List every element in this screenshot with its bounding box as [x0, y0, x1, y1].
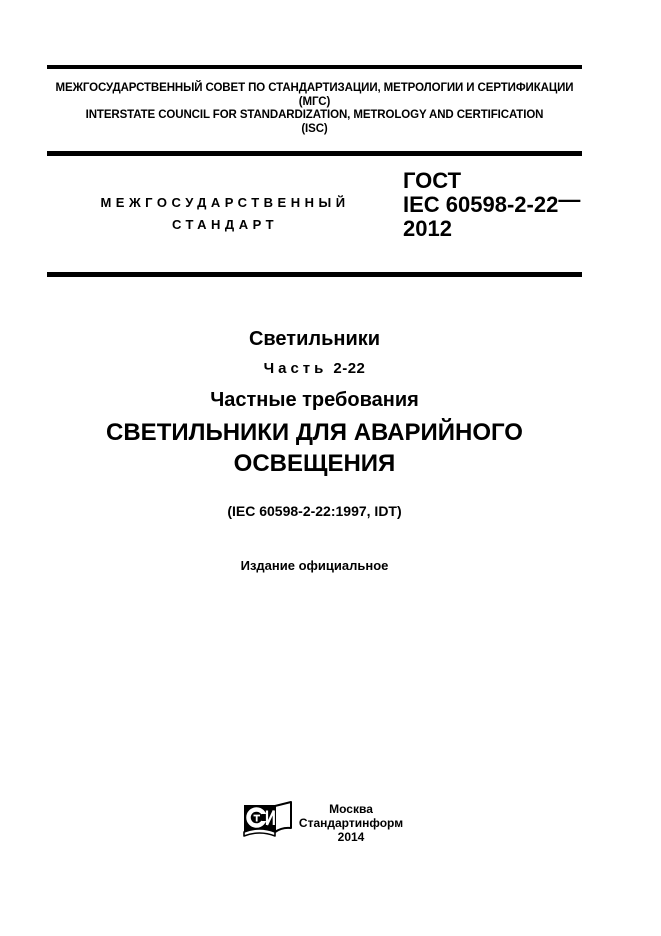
publisher-logo-icon [242, 800, 294, 844]
main-title [47, 417, 582, 479]
standard-code-system: ГОСТ [403, 168, 462, 193]
standard-type-line1: МЕЖГОСУДАРСТВЕННЫЙ [100, 195, 350, 210]
part-title [47, 360, 582, 377]
main-title-line1: СВЕТИЛЬНИКИ ДЛЯ АВАРИЙНОГО [106, 419, 523, 446]
imprint-text [297, 800, 405, 844]
international-identity: (IEC 60598-2-22:1997, IDT) [227, 503, 402, 519]
part-number: 2-22 [333, 360, 366, 377]
edition-note: Издание официальное [240, 558, 389, 573]
imprint-city: Москва [329, 802, 373, 816]
imprint-year: 2014 [337, 830, 365, 844]
standard-type-label [47, 156, 403, 272]
subject-title: Светильники [248, 328, 381, 350]
horizontal-rule-bottom [47, 272, 582, 277]
council-name-ru: МЕЖГОСУДАРСТВЕННЫЙ СОВЕТ ПО СТАНДАРТИЗАЦИИ, МЕТРОЛОГИИ И СЕРТИФИКАЦИИ [55, 82, 574, 94]
council-name-en: INTERSTATE COUNCIL FOR STANDARDIZATION, METROLOGY AND CERTIFICATION [85, 109, 544, 121]
standard-code [403, 156, 582, 272]
standard-code-number [403, 187, 582, 217]
council-abbr-en: (ISC) [301, 122, 328, 135]
designation-band [47, 156, 582, 272]
standard-type-line2: СТАНДАРТ [171, 217, 279, 232]
standard-code-year: 2012 [403, 216, 452, 241]
horizontal-rule-top [47, 65, 582, 69]
imprint-publisher: Стандартинформ [298, 816, 404, 830]
requirements-title: Частные требования [210, 389, 419, 411]
standard-code-number-text: IEC 60598-2-22 [403, 192, 559, 217]
council-abbr-ru: (МГС) [298, 95, 331, 108]
imprint [242, 800, 405, 844]
main-title-line2: ОСВЕЩЕНИЯ [233, 450, 396, 477]
standard-code-dash: — [558, 187, 581, 212]
part-word: Часть [263, 360, 328, 377]
council-header [47, 82, 582, 136]
